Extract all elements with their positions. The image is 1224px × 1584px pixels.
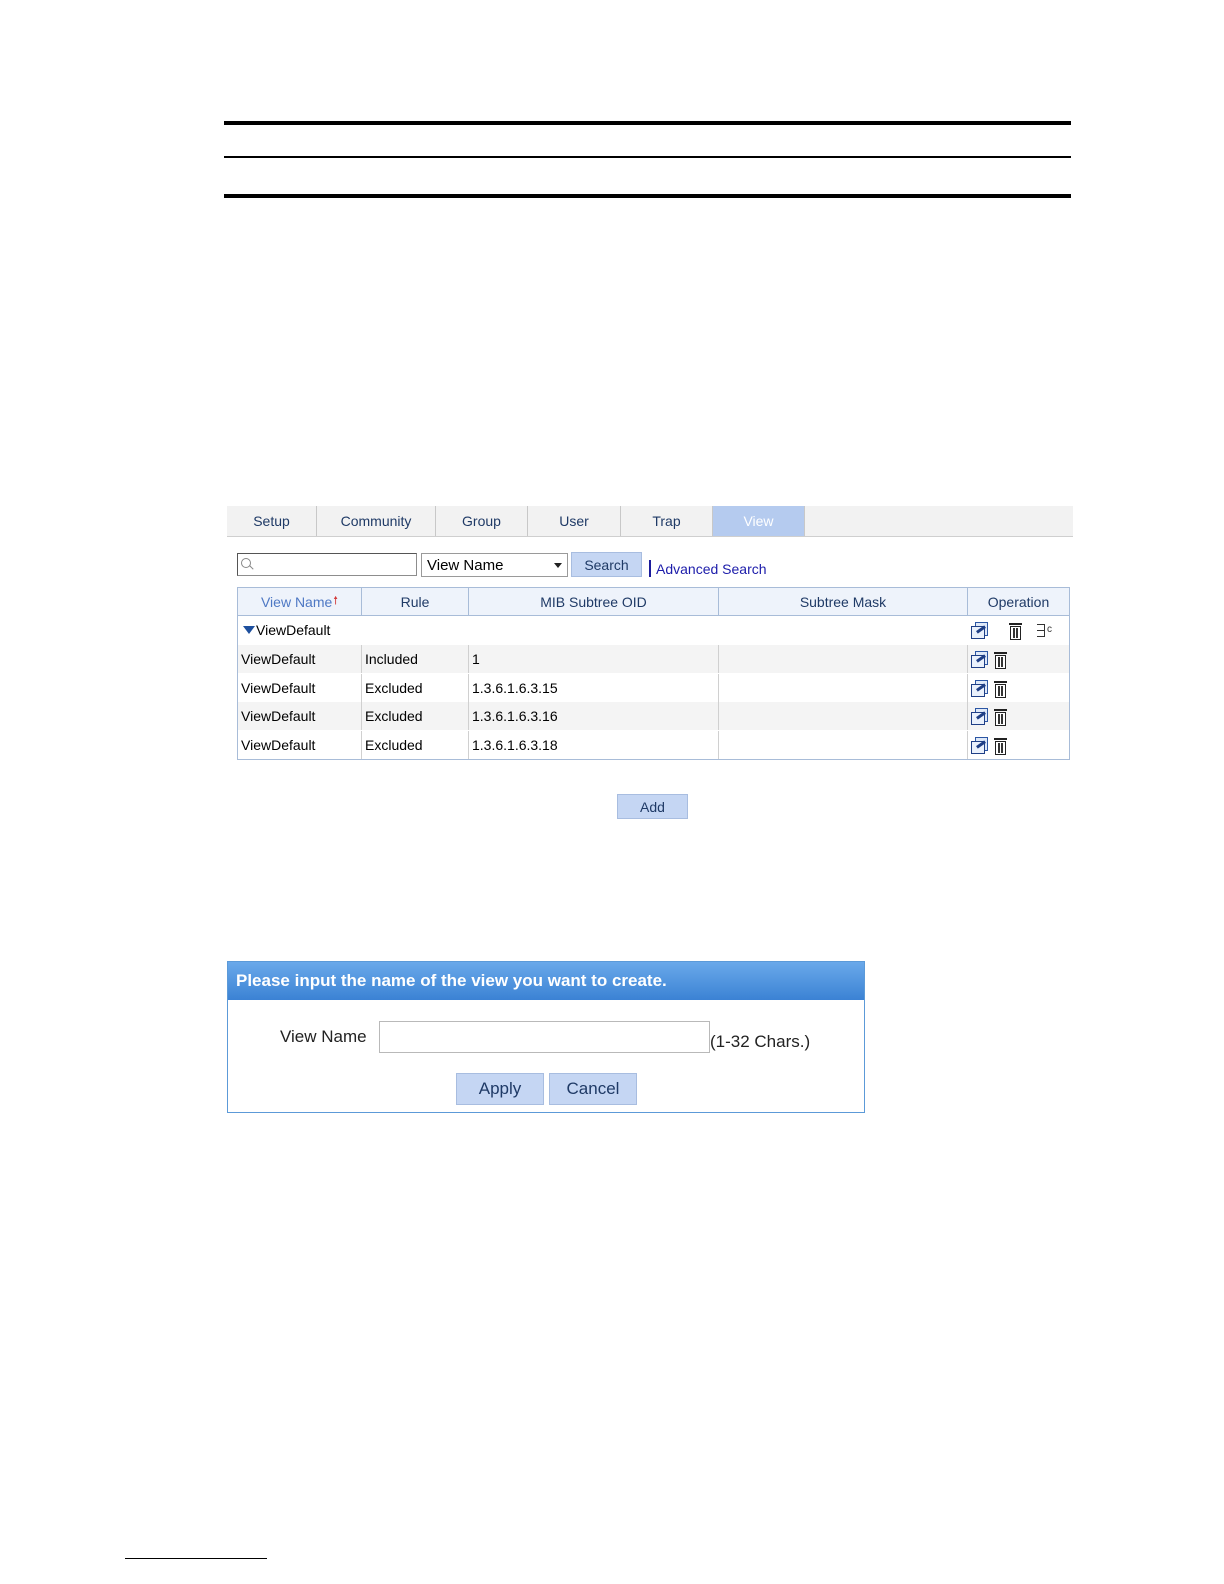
group-name: ViewDefault	[256, 622, 331, 638]
edit-icon[interactable]	[971, 622, 989, 638]
expand-triangle-icon	[243, 626, 255, 634]
search-input[interactable]	[237, 553, 417, 576]
group-operations	[971, 616, 1056, 644]
column-header-oid[interactable]: MIB Subtree OID	[469, 588, 719, 615]
add-rule-icon[interactable]: c	[1036, 622, 1056, 639]
row-operations	[971, 645, 1007, 673]
cell-view-name: ViewDefault	[238, 645, 362, 673]
bottom-rule-thick	[224, 194, 1071, 198]
edit-icon[interactable]	[971, 708, 989, 724]
group-toggle[interactable]	[238, 616, 538, 644]
link-separator	[649, 560, 651, 577]
cell-rule: Excluded	[362, 731, 469, 759]
sort-ascending-icon: 🠕	[333, 595, 339, 607]
row-operations	[971, 731, 1007, 759]
cell-mask	[719, 674, 968, 702]
edit-icon[interactable]	[971, 680, 989, 696]
trash-icon[interactable]	[994, 737, 1007, 754]
column-header-rule[interactable]: Rule	[362, 588, 469, 615]
tab-community[interactable]: Community	[317, 506, 436, 536]
apply-button[interactable]: Apply	[456, 1073, 544, 1105]
view-name-label: View Name	[280, 1027, 367, 1046]
create-view-dialog	[227, 961, 865, 1113]
table-row	[238, 702, 1069, 730]
trash-icon[interactable]	[994, 680, 1007, 697]
cell-mask	[719, 731, 968, 759]
cell-oid: 1.3.6.1.6.3.16	[469, 702, 719, 730]
column-header-operation: Operation	[987, 593, 1050, 610]
cell-mask	[719, 645, 968, 673]
cell-oid: 1.3.6.1.6.3.15	[469, 674, 719, 702]
add-button[interactable]: Add	[617, 794, 688, 819]
tab-bar	[227, 506, 1073, 537]
advanced-search-link[interactable]: Advanced Search	[656, 561, 767, 577]
table-header	[238, 588, 1069, 616]
dialog-title: Please input the name of the view you want to create.	[228, 962, 864, 1000]
cell-view-name: ViewDefault	[238, 731, 362, 759]
cell-rule: Excluded	[362, 702, 469, 730]
top-rule-thick	[224, 121, 1071, 125]
cell-rule: Excluded	[362, 674, 469, 702]
cell-oid: 1	[469, 645, 719, 673]
footer-divider	[125, 1558, 267, 1559]
cancel-button[interactable]: Cancel	[549, 1073, 637, 1105]
view-table	[237, 587, 1070, 760]
tab-trap[interactable]: Trap	[621, 506, 713, 536]
row-operations	[971, 674, 1007, 702]
search-field-value: View Name	[427, 556, 504, 574]
search-icon	[241, 558, 251, 568]
table-row	[238, 645, 1069, 673]
column-header-view-name[interactable]	[238, 588, 362, 615]
tab-user[interactable]: User	[528, 506, 621, 536]
cell-rule: Included	[362, 645, 469, 673]
tab-setup[interactable]: Setup	[227, 506, 317, 536]
edit-icon[interactable]	[971, 651, 989, 667]
cell-view-name: ViewDefault	[238, 702, 362, 730]
table-row	[238, 731, 1069, 759]
table-group-row	[238, 616, 1069, 644]
view-name-hint: (1-32 Chars.)	[710, 1032, 811, 1051]
cell-mask	[719, 702, 968, 730]
tab-group[interactable]: Group	[436, 506, 528, 536]
trash-icon[interactable]	[1009, 622, 1022, 639]
table-row	[238, 674, 1069, 702]
edit-icon[interactable]	[971, 737, 989, 753]
view-name-input[interactable]	[379, 1021, 710, 1053]
top-rule-thin	[224, 156, 1071, 158]
cell-view-name: ViewDefault	[238, 674, 362, 702]
search-button[interactable]: Search	[571, 552, 642, 577]
trash-icon[interactable]	[994, 651, 1007, 668]
row-operations	[971, 702, 1007, 730]
search-field-select[interactable]	[421, 553, 568, 577]
tab-view[interactable]: View	[713, 506, 805, 536]
column-header-mask[interactable]: Subtree Mask	[719, 588, 968, 615]
column-header-label: View Name	[260, 593, 333, 610]
chevron-down-icon	[554, 563, 562, 568]
trash-icon[interactable]	[994, 708, 1007, 725]
cell-oid: 1.3.6.1.6.3.18	[469, 731, 719, 759]
